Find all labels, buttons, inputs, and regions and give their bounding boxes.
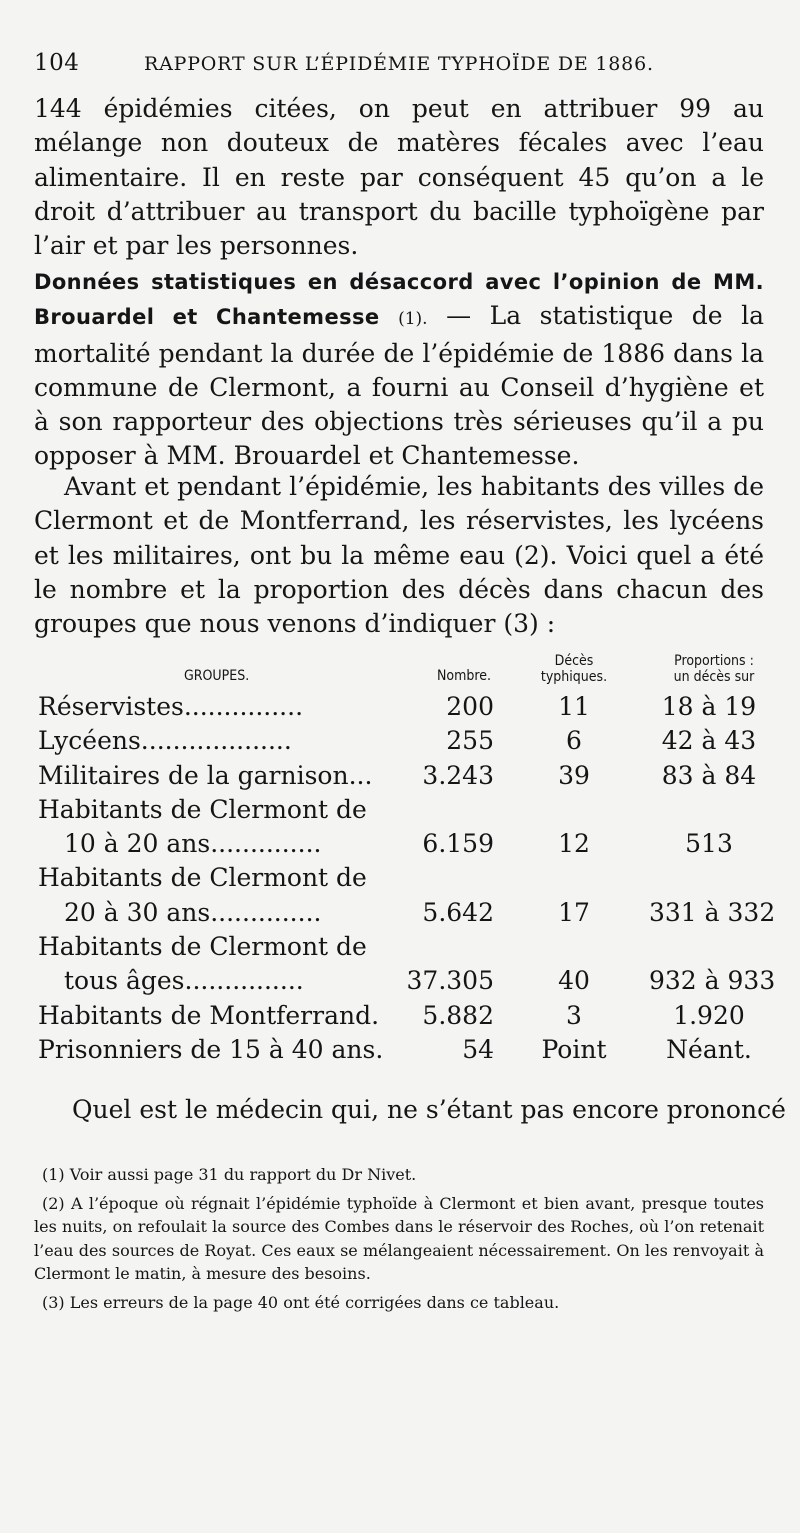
footnotes bbox=[34, 1163, 764, 1320]
paragraph-2-text: — La statistique de la mortalité pendant la durée de l’épidémie de 1886 dans la commune de Clermont, a fourni au Conseil d’hygiène et à son rapporteur des objections très sérieuses qu’il a pu opposer à MM. Brouardel et Chantemesse. bbox=[34, 301, 764, 471]
row-group-label: tous âges............... bbox=[64, 966, 304, 996]
row-nombre: 37.305 bbox=[406, 966, 494, 996]
header-prop-line2: un décès sur bbox=[673, 669, 755, 685]
page-number: 104 bbox=[34, 50, 80, 76]
row-nombre: 5.642 bbox=[422, 897, 494, 927]
table-row bbox=[34, 999, 764, 1033]
row-nombre: 3.243 bbox=[422, 760, 494, 790]
row-nombre: 6.159 bbox=[422, 829, 494, 859]
row-group-label: Réservistes............... bbox=[38, 692, 304, 721]
paragraph-4: Quel est le médecin qui, ne s’étant pas encore prononcé bbox=[72, 1095, 786, 1124]
row-group-label: Habitants de Montferrand. bbox=[38, 1000, 380, 1030]
table-row bbox=[34, 930, 764, 964]
header-nombre: Nombre. bbox=[436, 668, 491, 684]
row-nombre: 54 bbox=[462, 1034, 494, 1064]
row-group-label: 10 à 20 ans.............. bbox=[64, 829, 322, 859]
row-proportion: 1.920 bbox=[673, 1000, 745, 1030]
row-proportion: 331 à 332 bbox=[649, 897, 776, 927]
header-deces-line2: typhiques. bbox=[540, 669, 608, 685]
row-nombre: 200 bbox=[446, 692, 494, 721]
row-deces: 39 bbox=[558, 760, 590, 790]
row-nombre: 5.882 bbox=[422, 1000, 494, 1030]
running-header bbox=[34, 50, 734, 76]
header-deces-line1: Décès bbox=[554, 653, 594, 669]
header-prop-line1: Proportions : bbox=[674, 653, 754, 669]
running-title: RAPPORT SUR L’ÉPIDÉMIE TYPHOÏDE DE 1886. bbox=[144, 53, 654, 75]
footnote-2: (2) A l’époque où régnait l’épidémie typhoïde à Clermont et bien avant, presque toutes les nuits, on refoulait la source des Combes dans le réservoir des Roches, où l’on retenait l’eau des sources de Royat. Ces eaux se mélangeaient nécessairement. On les renvoyait à Clermont le matin, à mesure des besoins. bbox=[34, 1194, 764, 1283]
table-row bbox=[34, 690, 764, 724]
row-nombre: 255 bbox=[446, 726, 494, 756]
row-deces: 3 bbox=[566, 1000, 582, 1030]
row-deces: 11 bbox=[558, 692, 590, 721]
row-deces: 17 bbox=[558, 897, 590, 927]
section-heading: Données statistiques en désaccord avec l’opinion de MM. Brouardel et Chantemesse bbox=[34, 270, 764, 330]
row-group-label: Habitants de Clermont de bbox=[38, 932, 367, 962]
row-deces: 6 bbox=[566, 726, 582, 756]
table-row bbox=[34, 724, 764, 758]
row-group-label: Prisonniers de 15 à 40 ans. bbox=[38, 1034, 384, 1064]
footnote-1: (1) Voir aussi page 31 du rapport du Dr Nivet. bbox=[42, 1165, 417, 1184]
row-deces: 12 bbox=[558, 829, 590, 859]
paragraph-1: 144 épidémies citées, on peut en attribuer 99 au mélange non douteux de matères fécales avec l’eau alimentaire. Il en reste par conséquent 45 qu’on a le droit d’attribuer au transport du bacille typhoïgène par l’air et par les personnes. bbox=[34, 94, 764, 261]
row-group-label: Lycéens................... bbox=[38, 726, 292, 756]
table-row bbox=[34, 1033, 764, 1067]
footnote-3: (3) Les erreurs de la page 40 ont été corrigées dans ce tableau. bbox=[42, 1293, 560, 1313]
table-row bbox=[34, 827, 764, 861]
table-row bbox=[34, 896, 776, 930]
header-groupes: GROUPES. bbox=[184, 668, 250, 684]
row-group-label: Militaires de la garnison... bbox=[38, 760, 373, 790]
paragraph-3: Avant et pendant l’épidémie, les habitants des villes de Clermont et de Montferrand, les réservistes, les lycéens et les militaires, ont bu la même eau (2). Voici quel a été le nombre et la proportion des décès dans chacun des groupes que nous venons d’indiquer (3) : bbox=[34, 472, 764, 639]
row-group-label: Habitants de Clermont de bbox=[38, 794, 367, 824]
table-body bbox=[34, 690, 776, 1067]
table-row bbox=[34, 861, 764, 895]
header-deces bbox=[529, 653, 619, 685]
table-row bbox=[34, 793, 764, 827]
row-proportion: 18 à 19 bbox=[661, 692, 757, 721]
header-proportions bbox=[659, 653, 769, 685]
row-proportion: 83 à 84 bbox=[661, 760, 757, 790]
row-proportion: 42 à 43 bbox=[661, 726, 757, 756]
table-header bbox=[34, 650, 764, 690]
row-deces: Point bbox=[541, 1034, 607, 1064]
row-proportion: Néant. bbox=[666, 1034, 752, 1064]
row-proportion: 932 à 933 bbox=[649, 966, 776, 996]
row-group-label: 20 à 30 ans.............. bbox=[64, 897, 322, 927]
paragraph-2 bbox=[34, 264, 764, 474]
mortality-table bbox=[34, 650, 776, 1067]
footnote-ref-1: (1). bbox=[398, 309, 428, 330]
row-proportion: 513 bbox=[685, 829, 733, 859]
row-deces: 40 bbox=[558, 966, 590, 996]
table-row bbox=[34, 964, 776, 998]
row-group-label: Habitants de Clermont de bbox=[38, 863, 367, 893]
table-row bbox=[34, 759, 764, 793]
